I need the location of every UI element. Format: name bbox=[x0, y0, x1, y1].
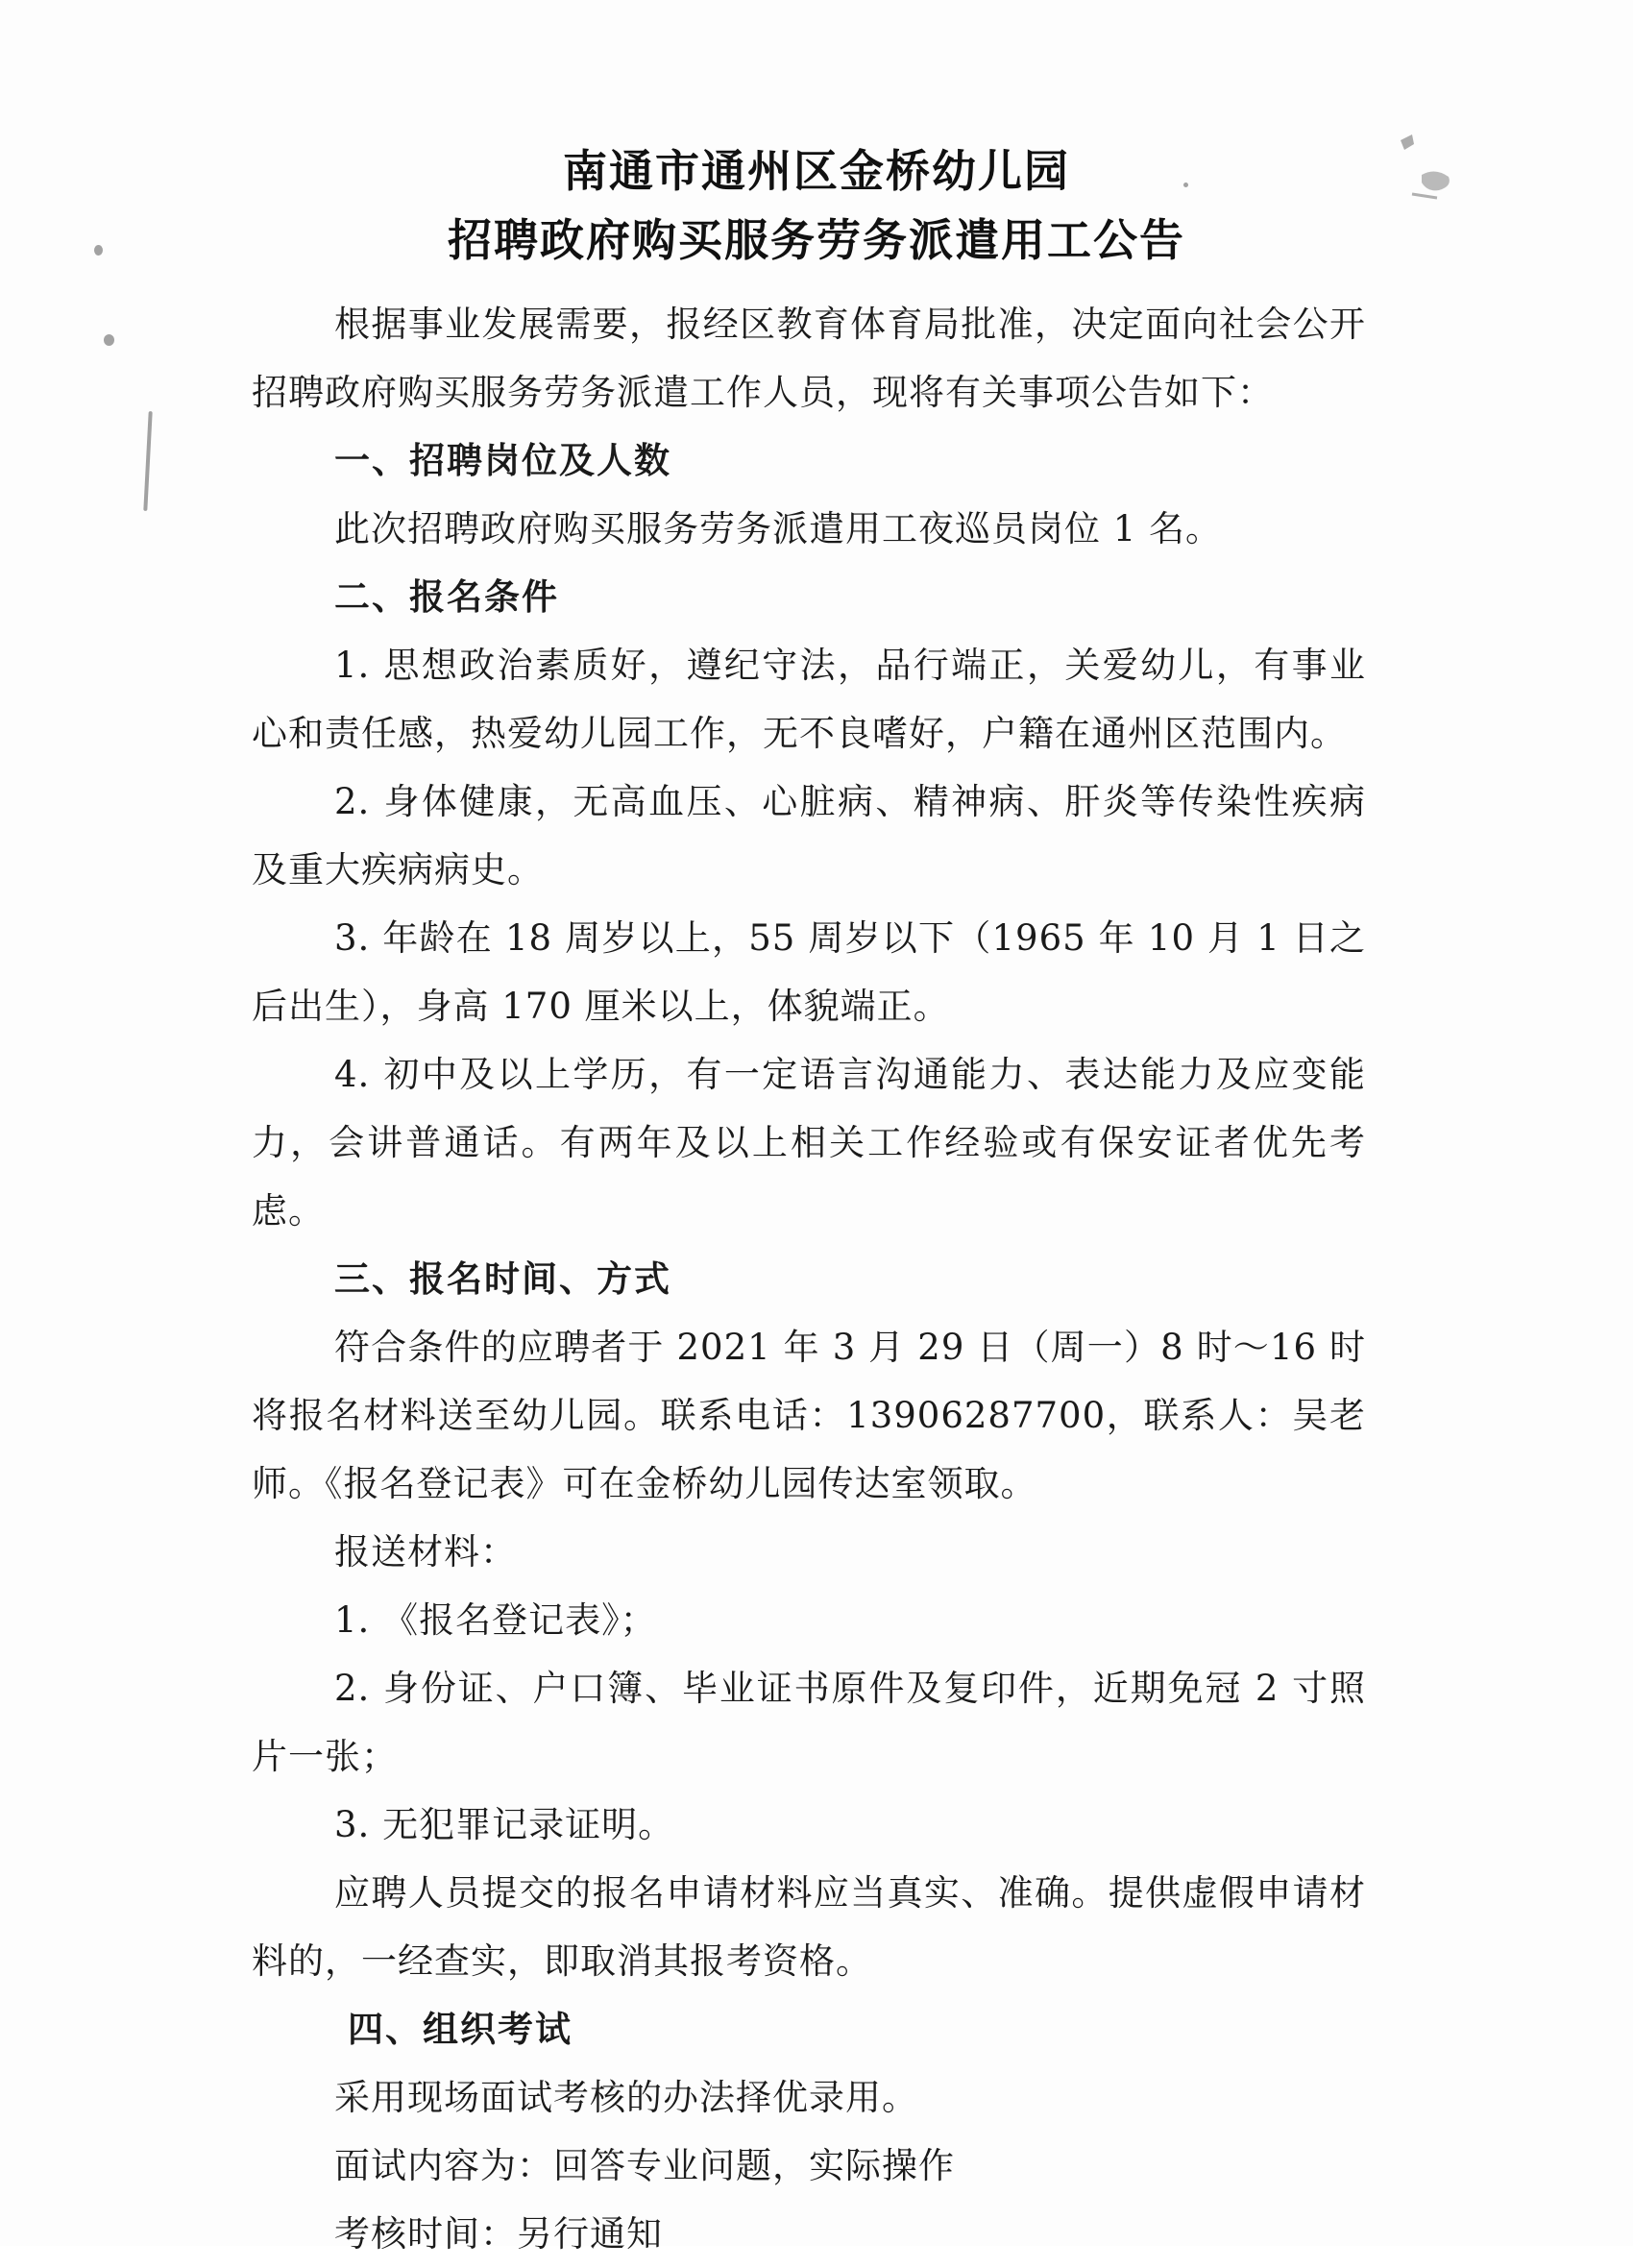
body-paragraph: 面试内容为：回答专业问题，实际操作 bbox=[334, 2145, 955, 2186]
body-paragraph: 根据事业发展需要，报经区教育体育局批准，决定面向社会公开招聘政府购买服务劳务派遣工作人员，现将有关事项公告如下： bbox=[252, 304, 1366, 413]
body-paragraph: 采用现场面试考核的办法择优录用。 bbox=[334, 2077, 918, 2118]
body-paragraph: 1. 《报名登记表》； bbox=[334, 1599, 657, 1641]
body-paragraph: 3. 年龄在 18 周岁以上，55 周岁以下（1965 年 10 月 1 日之后出生），身高 170 厘米以上，体貌端正。 bbox=[252, 917, 1366, 1027]
section-heading: 三、报名时间、方式 bbox=[334, 1258, 671, 1300]
body-paragraph: 2. 身体健康，无高血压、心脏病、精神病、肝炎等传染性疾病及重大疾病病史。 bbox=[252, 781, 1366, 890]
section-heading: 一、招聘岗位及人数 bbox=[334, 440, 671, 481]
body-paragraph: 符合条件的应聘者于 2021 年 3 月 29 日（周一）8 时～16 时将报名材料送至幼儿园。联系电话：13906287700，联系人：吴老师。《报名登记表》可在金桥幼儿园传达室领取。 bbox=[252, 1327, 1366, 1504]
body-paragraph: 1. 思想政治素质好，遵纪守法，品行端正，关爱幼儿，有事业心和责任感，热爱幼儿园工作，无不良嗜好，户籍在通州区范围内。 bbox=[252, 645, 1366, 754]
body-paragraph: 应聘人员提交的报名申请材料应当真实、准确。提供虚假申请材料的，一经查实，即取消其报考资格。 bbox=[252, 1872, 1366, 1982]
section-heading: 四、组织考试 bbox=[348, 2009, 573, 2050]
body-paragraph: 此次招聘政府购买服务劳务派遣用工夜巡员岗位 1 名。 bbox=[334, 508, 1223, 549]
section-heading: 二、报名条件 bbox=[334, 576, 559, 618]
document-body bbox=[252, 290, 1366, 2268]
page-title: 南通市通州区金桥幼儿园 bbox=[563, 145, 1070, 197]
scan-mark bbox=[143, 411, 152, 511]
body-paragraph: 2. 身份证、户口簿、毕业证书原件及复印件，近期免冠 2 寸照片一张； bbox=[252, 1668, 1366, 1777]
body-paragraph: 3. 无犯罪记录证明。 bbox=[334, 1804, 675, 1845]
page-subtitle: 招聘政府购买服务劳务派遣用工公告 bbox=[448, 214, 1185, 266]
body-paragraph: 4. 初中及以上学历，有一定语言沟通能力、表达能力及应变能力，会讲普通话。有两年及以上相关工作经验或有保安证者优先考虑。 bbox=[252, 1054, 1366, 1232]
body-paragraph: 报送材料： bbox=[334, 1531, 517, 1573]
body-paragraph: 考核时间：另行通知 bbox=[334, 2213, 663, 2255]
scan-speck bbox=[104, 334, 114, 346]
